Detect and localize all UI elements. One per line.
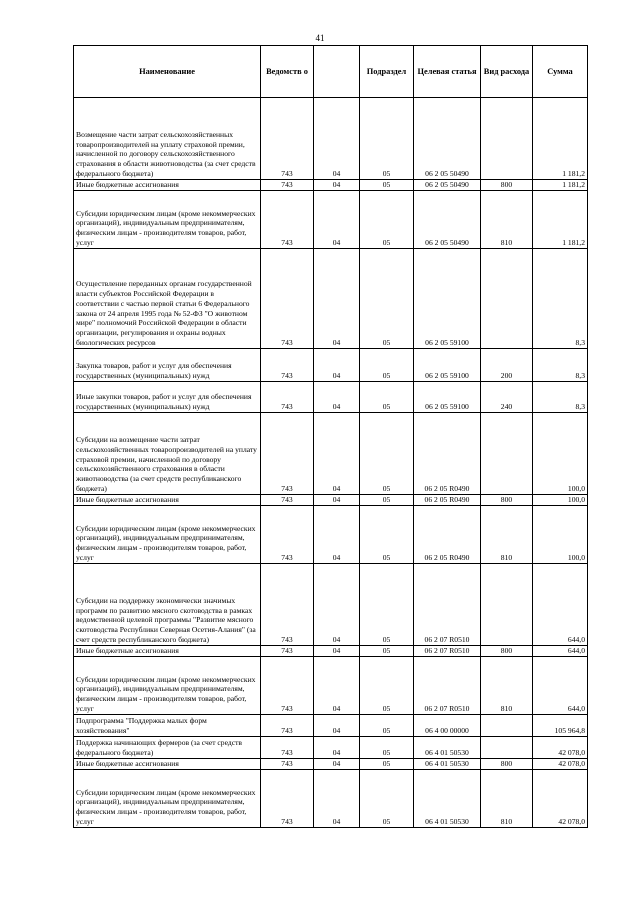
row-section-cell: 04 [314,249,360,349]
row-dept-cell: 743 [261,506,314,564]
row-dept-cell: 743 [261,646,314,657]
row-dept-cell: 743 [261,759,314,770]
row-type-cell [481,715,533,737]
row-name-cell: Иные бюджетные ассигнования [74,646,261,657]
row-name-cell: Поддержка начинающих фермеров (за счет средств федерального бюджета) [74,737,261,759]
row-name-cell: Субсидии юридическим лицам (кроме некоммерческих организаций), индивидуальным предпринимателям, физическим лицам - производителям товаров, работ, услуг [74,657,261,715]
row-subsection-cell: 05 [360,98,414,180]
table-body [74,98,588,828]
row-subsection-cell: 05 [360,249,414,349]
row-name-cell: Осуществление переданных органам государственной власти субъектов Российской Федерации в соответствии с частью первой статьи 6 Федерального закона от 24 апреля 1995 года № 52-ФЗ "О животном мире" полномочий Российской Федерации в области организации, регулирования и охраны водных биологических ресурсов [74,249,261,349]
row-dept-cell: 743 [261,349,314,382]
row-section-cell: 04 [314,191,360,249]
row-target-cell: 06 2 07 R0510 [414,657,481,715]
row-sum-cell: 1 181,2 [533,180,588,191]
row-type-cell: 200 [481,349,533,382]
row-name-cell: Иные бюджетные ассигнования [74,759,261,770]
row-name-cell: Иные бюджетные ассигнования [74,180,261,191]
row-target-cell: 06 2 05 R0490 [414,506,481,564]
col-header-target: Целевая статья [414,46,481,98]
row-target-cell: 06 4 00 00000 [414,715,481,737]
row-target-cell: 06 2 05 R0490 [414,495,481,506]
row-dept-cell: 743 [261,715,314,737]
table-row [74,737,588,759]
row-section-cell: 04 [314,737,360,759]
row-section-cell: 04 [314,564,360,646]
row-subsection-cell: 05 [360,737,414,759]
row-subsection-cell: 05 [360,495,414,506]
row-dept-cell: 743 [261,191,314,249]
row-type-cell [481,737,533,759]
row-section-cell: 04 [314,759,360,770]
row-name-cell: Подпрограмма "Поддержка малых форм хозяйствования" [74,715,261,737]
row-dept-cell: 743 [261,737,314,759]
row-type-cell [481,98,533,180]
row-section-cell: 04 [314,715,360,737]
table-row [74,495,588,506]
row-sum-cell: 644,0 [533,646,588,657]
table-row [74,759,588,770]
row-target-cell: 06 4 01 50530 [414,759,481,770]
row-section-cell: 04 [314,495,360,506]
row-sum-cell: 1 181,2 [533,191,588,249]
row-name-cell: Субсидии юридическим лицам (кроме некоммерческих организаций), индивидуальным предпринимателям, физическим лицам - производителям товаров, работ, услуг [74,506,261,564]
row-sum-cell: 8,3 [533,249,588,349]
row-type-cell: 800 [481,180,533,191]
row-dept-cell: 743 [261,564,314,646]
table-header-row [74,46,588,98]
row-target-cell: 06 2 05 50490 [414,98,481,180]
row-dept-cell: 743 [261,657,314,715]
col-header-subsection: Подраздел [360,46,414,98]
table-row [74,98,588,180]
row-dept-cell: 743 [261,98,314,180]
row-name-cell: Субсидии на поддержку экономически значимых программ по развитию мясного скотоводства в рамках ведомственной целевой программы "Развитие мясного скотоводства Республики Северная Осетия-Алания" (за счет средств республиканского бюджета) [74,564,261,646]
row-dept-cell: 743 [261,382,314,413]
row-sum-cell: 42 078,0 [533,759,588,770]
row-name-cell: Иные бюджетные ассигнования [74,495,261,506]
row-type-cell: 810 [481,506,533,564]
table-row [74,646,588,657]
row-type-cell [481,564,533,646]
row-subsection-cell: 05 [360,564,414,646]
row-name-cell: Субсидии юридическим лицам (кроме некоммерческих организаций), индивидуальным предпринимателям, физическим лицам - производителям товаров, работ, услуг [74,770,261,828]
row-sum-cell: 1 181,2 [533,98,588,180]
row-type-cell [481,413,533,495]
row-subsection-cell: 05 [360,382,414,413]
table-row [74,506,588,564]
row-type-cell: 800 [481,495,533,506]
table-row [74,382,588,413]
row-section-cell: 04 [314,657,360,715]
row-type-cell: 810 [481,770,533,828]
row-section-cell: 04 [314,413,360,495]
row-section-cell: 04 [314,98,360,180]
row-type-cell: 800 [481,759,533,770]
row-sum-cell: 42 078,0 [533,737,588,759]
row-target-cell: 06 2 07 R0510 [414,646,481,657]
table-row [74,191,588,249]
row-name-cell: Закупка товаров, работ и услуг для обеспечения государственных (муниципальных) нужд [74,349,261,382]
row-dept-cell: 743 [261,413,314,495]
row-subsection-cell: 05 [360,180,414,191]
col-header-sum: Сумма [533,46,588,98]
row-sum-cell: 100,0 [533,495,588,506]
row-subsection-cell: 05 [360,657,414,715]
row-subsection-cell: 05 [360,413,414,495]
row-sum-cell: 100,0 [533,413,588,495]
row-section-cell: 04 [314,382,360,413]
row-section-cell: 04 [314,349,360,382]
row-dept-cell: 743 [261,249,314,349]
row-name-cell: Иные закупки товаров, работ и услуг для обеспечения государственных (муниципальных) нужд [74,382,261,413]
row-type-cell: 240 [481,382,533,413]
row-name-cell: Субсидии на возмещение части затрат сельскохозяйственных товаропроизводителей на уплату страховой премии, начисленной по договору сельскохозяйственного страхования в области животноводства (за счет средств республиканского бюджета) [74,413,261,495]
row-target-cell: 06 4 01 50530 [414,770,481,828]
row-type-cell: 810 [481,191,533,249]
row-target-cell: 06 2 05 59100 [414,249,481,349]
row-subsection-cell: 05 [360,506,414,564]
row-name-cell: Возмещение части затрат сельскохозяйственных товаропроизводителей на уплату страховой премии, начисленной по договору сельскохозяйственного страхования в области животноводства (за счет средств федерального бюджета) [74,98,261,180]
row-sum-cell: 42 078,0 [533,770,588,828]
row-target-cell: 06 2 07 R0510 [414,564,481,646]
row-subsection-cell: 05 [360,759,414,770]
row-subsection-cell: 05 [360,349,414,382]
row-target-cell: 06 2 05 50490 [414,180,481,191]
row-target-cell: 06 2 05 R0490 [414,413,481,495]
row-section-cell: 04 [314,770,360,828]
row-dept-cell: 743 [261,180,314,191]
row-type-cell [481,249,533,349]
row-sum-cell: 8,3 [533,382,588,413]
row-dept-cell: 743 [261,770,314,828]
row-sum-cell: 644,0 [533,657,588,715]
table-row [74,249,588,349]
table-row [74,413,588,495]
page-number: 41 [315,33,325,43]
row-section-cell: 04 [314,506,360,564]
table-row [74,770,588,828]
row-type-cell: 810 [481,657,533,715]
table-row [74,715,588,737]
row-type-cell: 800 [481,646,533,657]
row-subsection-cell: 05 [360,770,414,828]
row-subsection-cell: 05 [360,191,414,249]
row-dept-cell: 743 [261,495,314,506]
row-sum-cell: 644,0 [533,564,588,646]
table-row [74,180,588,191]
row-sum-cell: 105 964,8 [533,715,588,737]
row-name-cell: Субсидии юридическим лицам (кроме некоммерческих организаций), индивидуальным предпринимателям, физическим лицам - производителям товаров, работ, услуг [74,191,261,249]
col-header-section [314,46,360,98]
row-subsection-cell: 05 [360,646,414,657]
budget-table [73,45,588,828]
row-target-cell: 06 4 01 50530 [414,737,481,759]
row-sum-cell: 8,3 [533,349,588,382]
row-section-cell: 04 [314,646,360,657]
table-row [74,349,588,382]
table-row [74,564,588,646]
row-target-cell: 06 2 05 50490 [414,191,481,249]
row-section-cell: 04 [314,180,360,191]
row-subsection-cell: 05 [360,715,414,737]
table-row [74,657,588,715]
row-target-cell: 06 2 05 59100 [414,382,481,413]
row-target-cell: 06 2 05 59100 [414,349,481,382]
col-header-name: Наименование [74,46,261,98]
col-header-type: Вид расхода [481,46,533,98]
row-sum-cell: 100,0 [533,506,588,564]
col-header-dept: Ведомств о [261,46,314,98]
